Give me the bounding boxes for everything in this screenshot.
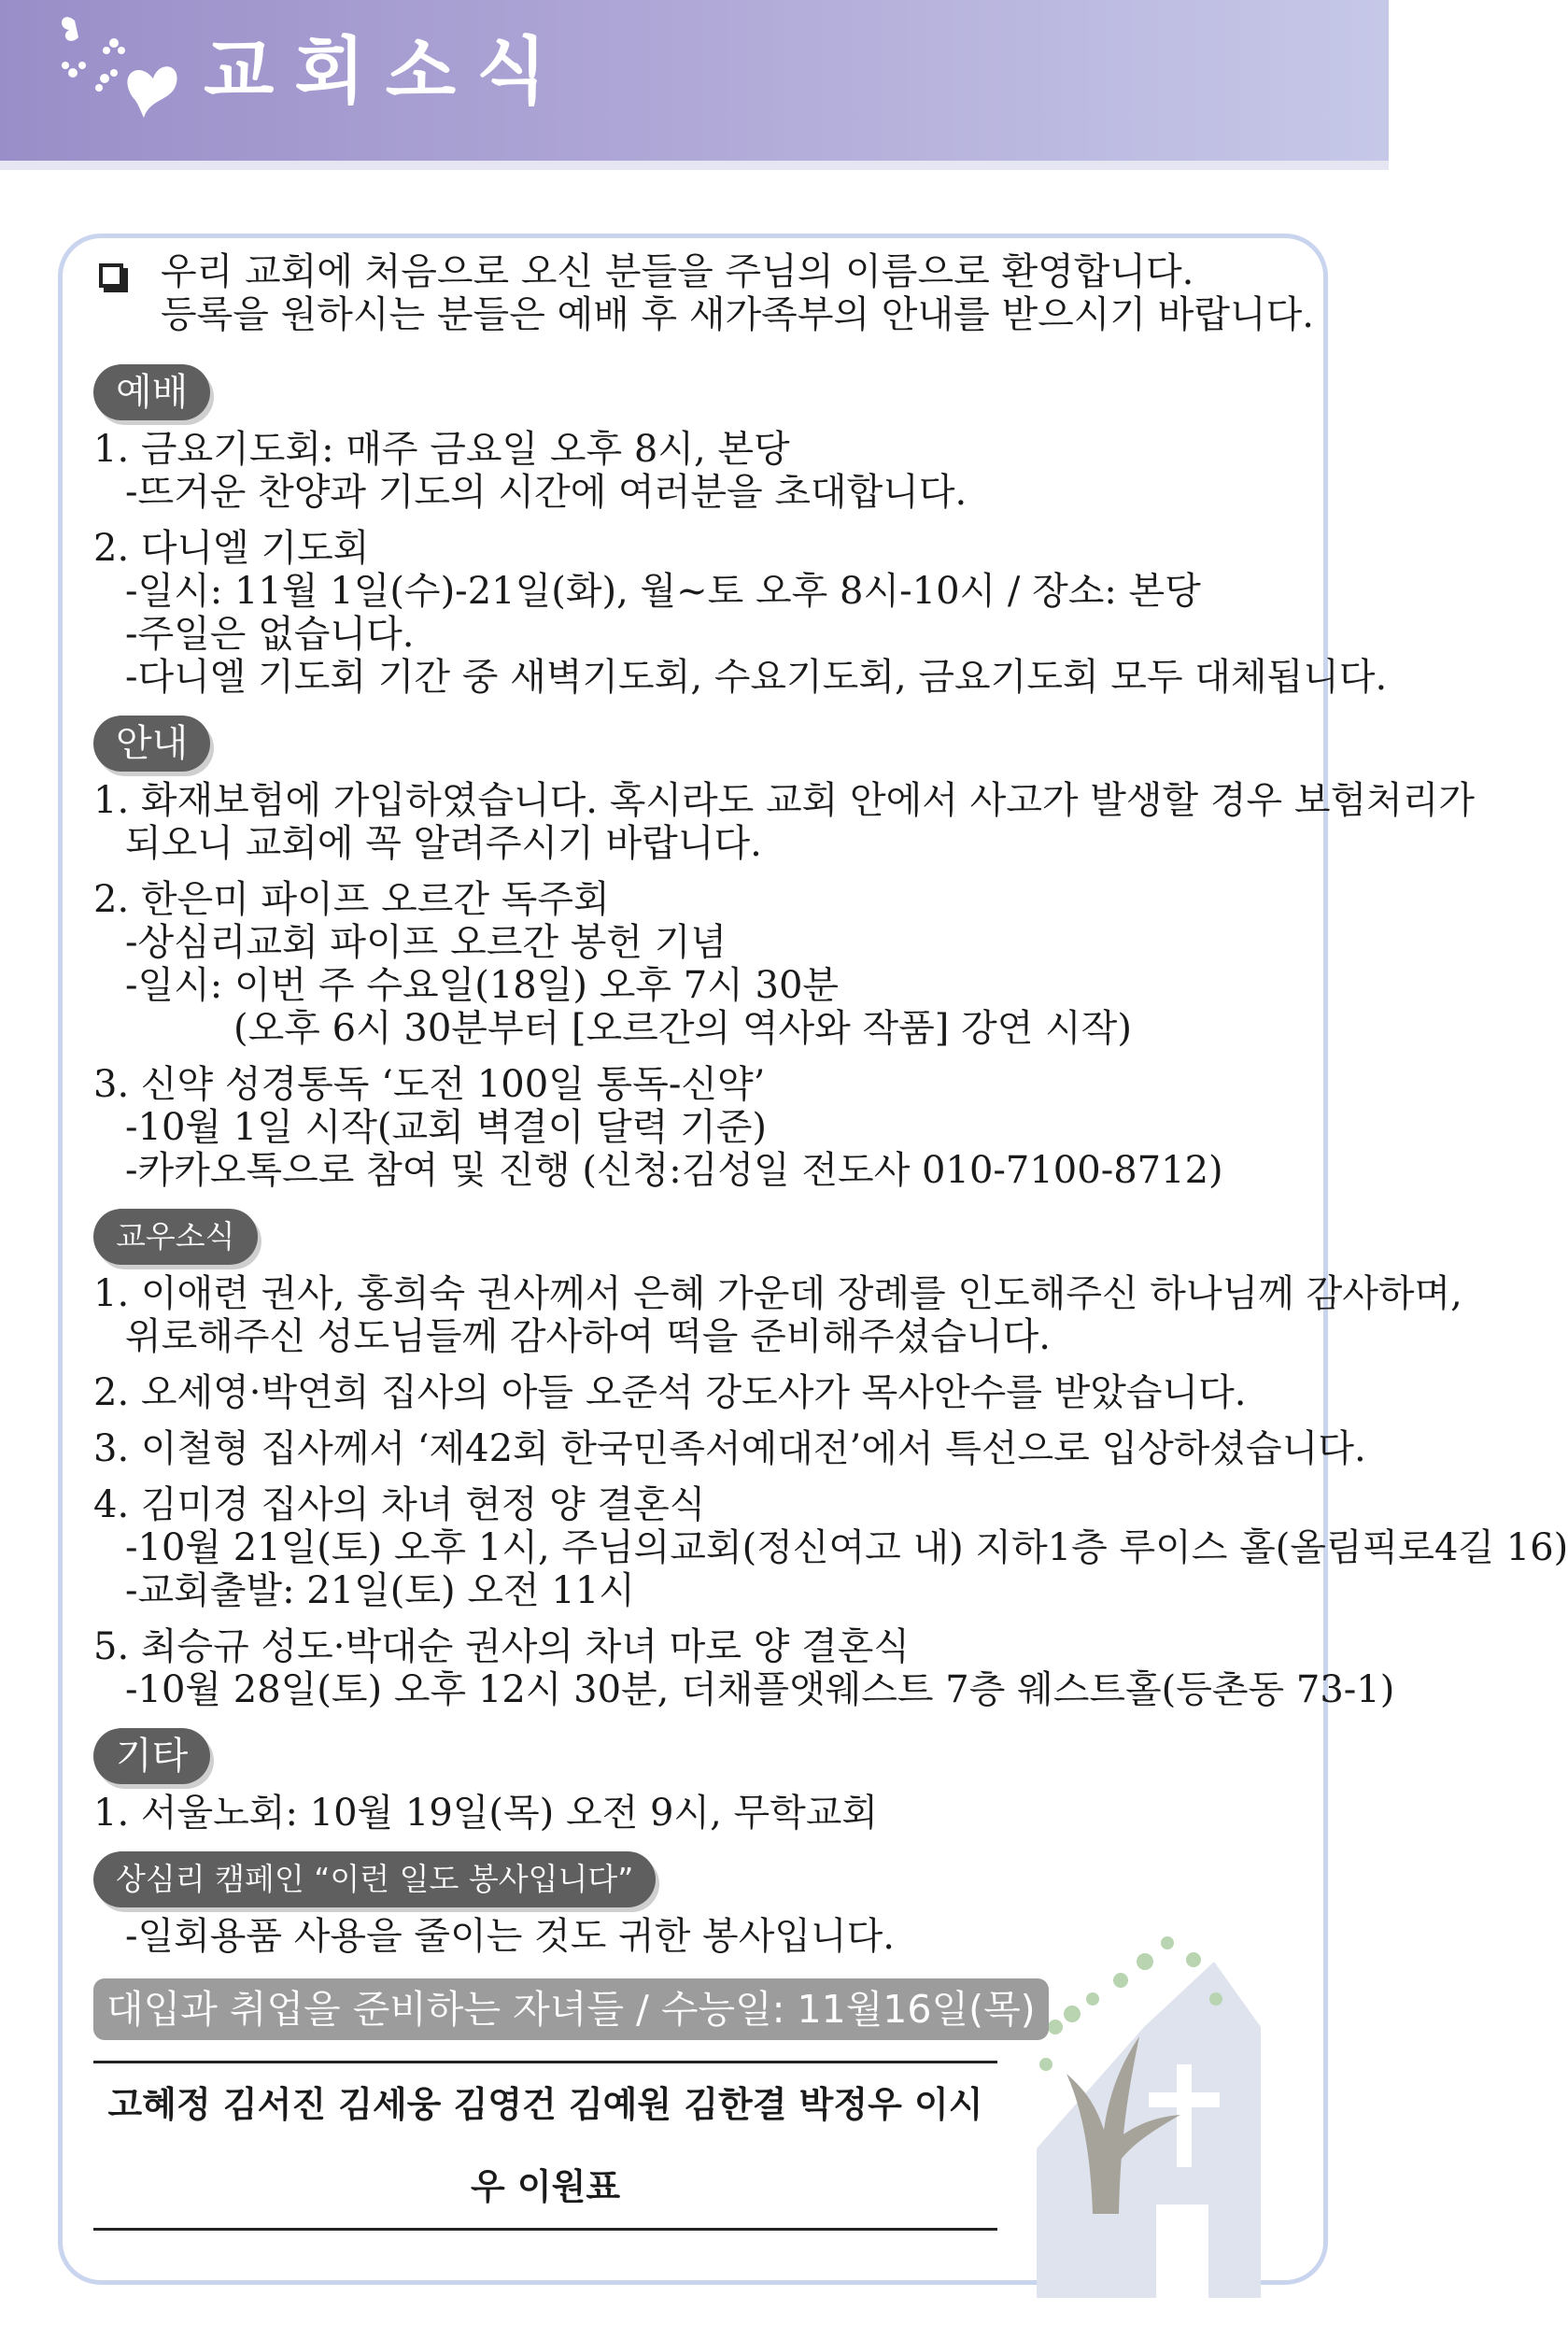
welcome-line: 우리 교회에 처음으로 오신 분들을 주님의 이름으로 환영합니다. [161, 250, 1194, 293]
item-detail: (오후 6시 30분부터 [오르간의 역사와 작품] 강연 시작) [233, 1007, 1132, 1050]
list-item [93, 878, 1307, 1050]
item-detail: -일시: 11월 1일(수)-21일(화), 월~토 오후 8시-10시 / 장소: 본당 [125, 570, 1201, 613]
list-item [93, 1272, 1462, 1358]
item-detail: 위로해주신 성도님들께 감사하여 떡을 준비해주셨습니다. [125, 1315, 1051, 1358]
news-content [93, 250, 1568, 2231]
item-detail: -교회출발: 21일(토) 오전 11시 [125, 1569, 635, 1612]
section-worship [93, 361, 1388, 699]
list-item [93, 1792, 1307, 1835]
item-title: 1. 서울노회: 10월 19일(목) 오전 9시, 무학교회 [93, 1792, 879, 1835]
item-title: 2. 오세영·박연희 집사의 아들 오준석 강도사가 목사안수를 받았습니다. [93, 1371, 1247, 1414]
item-title: 4. 김미경 집사의 차녀 현정 양 결혼식 [93, 1483, 706, 1526]
item-detail: -10월 1일 시작(교회 벽결이 달력 기준) [125, 1106, 767, 1149]
campaign-label: 상심리 캠페인 “이런 일도 봉사입니다” [93, 1851, 656, 1907]
item-title: 2. 한은미 파이프 오르간 독주회 [93, 878, 610, 921]
list-item [93, 1625, 1395, 1711]
checkbox-icon [99, 263, 123, 288]
item-detail: -10월 28일(토) 오후 12시 30분, 더채플앳웨스트 7층 웨스트홀(등촌동 73-1) [125, 1668, 1395, 1711]
item-title: 1. 금요기도회: 매주 금요일 오후 8시, 본당 [93, 428, 790, 471]
divider [93, 2228, 997, 2231]
item-detail: -10월 21일(토) 오후 1시, 주님의교회(정신여고 내) 지하1층 루이스 홀(올림픽로4길 16) [125, 1526, 1568, 1569]
header-banner [0, 0, 1389, 161]
section-label: 안내 [93, 716, 210, 772]
campaign-text: -일회용품 사용을 줄이는 것도 귀한 봉사입니다. [125, 1915, 895, 1958]
page-title: 교회소식 [204, 30, 568, 114]
section-label: 기타 [93, 1728, 210, 1784]
list-item [93, 1371, 1307, 1414]
list-item [93, 1063, 1307, 1192]
item-detail: -다니엘 기도회 기간 중 새벽기도회, 수요기도회, 금요기도회 모두 대체됩니다. [125, 656, 1388, 699]
welcome-message [93, 250, 1314, 336]
list-item [93, 428, 1307, 514]
section-members [93, 1205, 1568, 1711]
exam-banner: 대입과 취업을 준비하는 자녀들 / 수능일: 11월16일(목) [93, 1978, 1049, 2040]
section-etc [93, 1724, 1307, 1835]
item-title: 5. 최승규 성도·박대순 권사의 차녀 마로 양 결혼식 [93, 1625, 911, 1668]
section-label: 예배 [93, 364, 210, 420]
item-detail: -상심리교회 파이프 오르간 봉헌 기념 [125, 921, 727, 964]
section-label: 교우소식 [93, 1209, 258, 1265]
item-detail: -카카오톡으로 참여 및 진행 (신청:김성일 전도사 010-7100-8712) [125, 1149, 1223, 1192]
student-names: 고혜정 김서진 김세웅 김영건 김예원 김한결 박정우 이시우 이원표 [107, 2084, 983, 2207]
list-item [93, 779, 1476, 865]
header-divider [0, 161, 1389, 170]
item-detail: -주일은 없습니다. [125, 613, 415, 656]
item-title: 3. 신약 성경통독 ‘도전 100일 통독-신약’ [93, 1063, 766, 1106]
butterfly-flower-icon [56, 7, 196, 129]
welcome-line: 등록을 원하시는 분들은 예배 후 새가족부의 안내를 받으시기 바랍니다. [161, 293, 1314, 336]
section-notice [93, 712, 1476, 1192]
list-item [93, 527, 1388, 699]
item-detail: -일시: 이번 주 수요일(18일) 오후 7시 30분 [125, 964, 840, 1007]
item-title: 3. 이철형 집사께서 ‘제42회 한국민족서예대전’에서 특선으로 입상하셨습니다. [93, 1427, 1366, 1470]
item-detail: 되오니 교회에 꼭 알려주시기 바랍니다. [125, 822, 762, 865]
list-item [93, 1427, 1366, 1470]
item-detail: -뜨거운 찬양과 기도의 시간에 여러분을 초대합니다. [125, 471, 968, 514]
list-item [93, 1483, 1568, 1612]
section-exam [93, 1958, 1307, 2231]
section-campaign [93, 1848, 1307, 1958]
item-title: 1. 이애련 권사, 홍희숙 권사께서 은혜 가운데 장례를 인도해주신 하나님께 감사하며, [93, 1272, 1462, 1315]
item-title: 1. 화재보험에 가입하였습니다. 혹시라도 교회 안에서 사고가 발생할 경우 보험처리가 [93, 779, 1476, 822]
item-title: 2. 다니엘 기도회 [93, 527, 370, 570]
